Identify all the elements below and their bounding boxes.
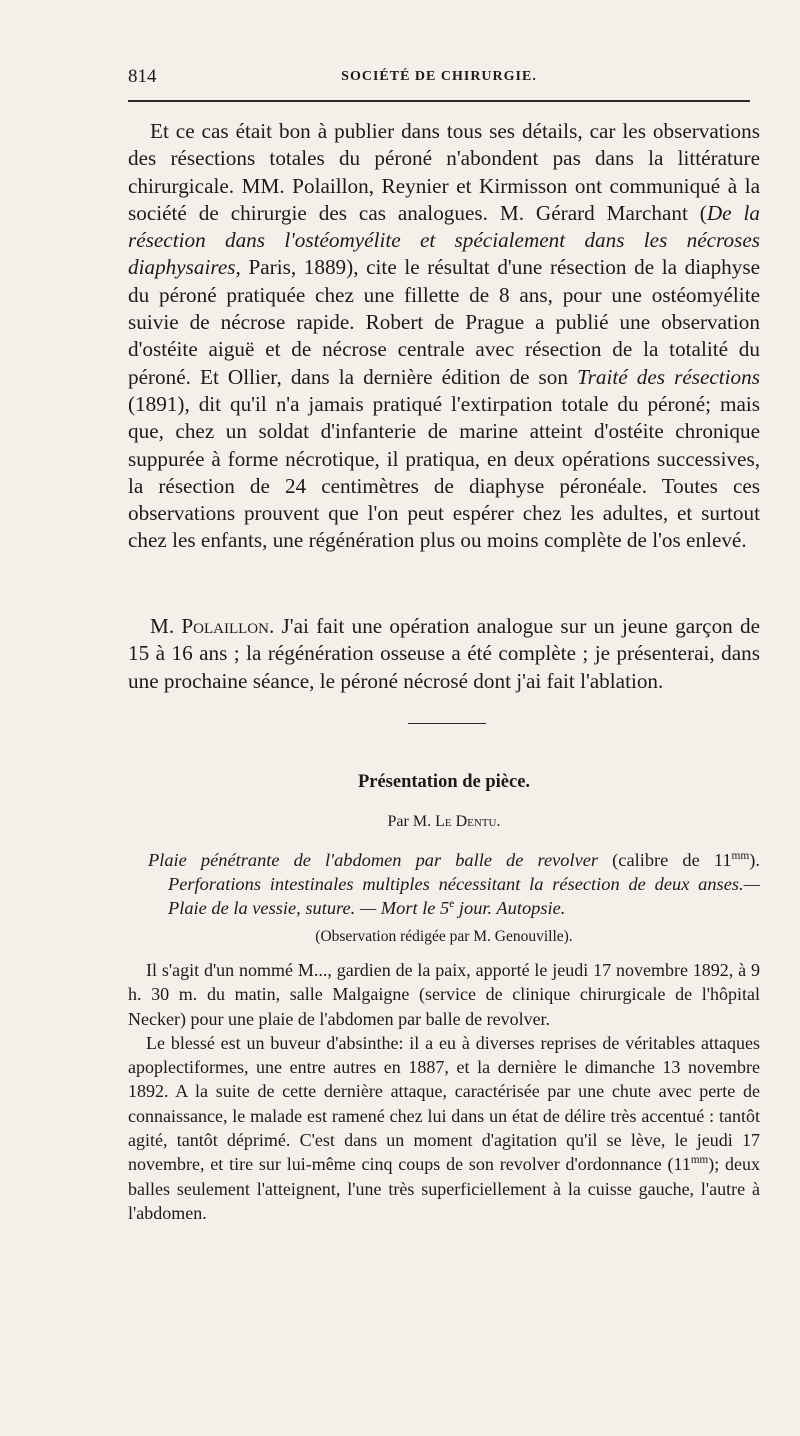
observation-text — [128, 958, 760, 1225]
author-suffix: . — [496, 813, 501, 830]
abstract-caliber-end: ). — [749, 850, 760, 870]
abstract-details: Perforations intestinales multiples nécessitant la résection de deux anses.— Plaie de la vessie, suture. — Mort le 5 — [168, 874, 760, 918]
p1-text-1: Et ce cas était bon à publier dans tous ses détails, car les observations des résections totales du péroné n'abondent pas dans la littérature chirurgicale. MM. Polaillon, Reynier et Kirmisson ont communiqué à la société de chirurgie des cas analogues. M. Gérard Marchant ( — [128, 119, 760, 225]
page-number: 814 — [128, 66, 157, 87]
abstract-caliber: (calibre de 11 — [598, 850, 732, 870]
paragraph-resections — [128, 118, 760, 555]
p1-text-3: (1891), dit qu'il n'a jamais pratiqué l'extirpation totale du péroné; mais que, chez un soldat d'infanterie de marine atteint d'ostéite chronique suppurée à forme nécrotique, il pratiqua, en deux opérations successives, la résection de 24 centimètres de diaphyse péronéale. Toutes ces observations prouvent que l'on peut espérer chez les adultes, et surtout chez les enfants, une régénération plus ou moins complète de l'os enlevé. — [128, 391, 760, 553]
obs-p2-text-1: Le blessé est un buveur d'absinthe: il a eu à diverses reprises de véritables attaques apoplectiformes, une entre autres en 1887, et la dernière le dimanche 13 novembre 1892. A la suite de cette dernière attaque, caractérisée par une chute avec perte de connaissance, le malade est ramené chez lui dans un état de délire très accentué : tantôt agité, tantôt déprimé. C'est dans un moment d'agitation qu'il se lève, le jeudi 17 novembre, et tire sur lui-même cinq coups de son revolver d'ordonnance (11 — [128, 1032, 760, 1175]
case-abstract — [148, 848, 760, 920]
paragraph-polaillon — [128, 613, 760, 695]
section-divider — [408, 723, 486, 724]
p1-text-2: , Paris, 1889), cite le résultat d'une résection de la diaphyse du péroné pratiquée chez une fillette de 8 ans, pour une ostéomyélite suivie de nécrose rapide. Robert de Prague a publié une observation d'ostéite aiguë et de nécrose centrale avec résection de la totalité du péroné. Et Ollier, dans la dernière édition de son — [128, 255, 760, 389]
author-name: Le Dentu — [435, 813, 497, 830]
obs-p2-unit: mm — [690, 1154, 709, 1167]
p2-text: J'ai fait une opération analogue sur un jeune garçon de 15 à 16 ans ; la régénération osseuse a été complète ; je présenterai, dans une prochaine séance, le péroné nécrosé dont j'ai fait l'ablation. — [128, 614, 760, 693]
page-header — [128, 66, 750, 90]
abstract-day-sup: e — [449, 897, 455, 910]
abstract-caliber-unit: mm — [731, 849, 750, 862]
observation-paragraph-1: Il s'agit d'un nommé M..., gardien de la paix, apporté le jeudi 17 novembre 1892, à 9 h. 30 m. du matin, salle Malgaigne (service de clinique chirurgicale de l'hôpital Necker) pour une plaie de l'abdomen par balle de revolver. — [128, 960, 760, 1029]
p1-title-ollier: Traité des résections — [577, 364, 760, 389]
observation-note: (Observation rédigée par M. Genouville). — [315, 928, 573, 945]
obs-p2-text-2: ); deux balles seulement l'atteignent, l'une très superficiellement à la cuisse gauche, l'autre à l'abdomen. — [128, 1154, 760, 1223]
speaker-name: M. Polaillon. — [150, 614, 275, 638]
abstract-title: Plaie pénétrante de l'abdomen par balle de revolver — [148, 850, 599, 870]
abstract-details-end: jour. Autopsie. — [454, 898, 566, 918]
author-line — [128, 813, 760, 831]
author-prefix: Par M. — [387, 813, 436, 830]
p1-title-marchant: De la résection dans l'ostéomyélite et spécialement dans les nécroses diaphysaires — [128, 200, 760, 280]
section-title: Présentation de pièce. — [357, 772, 531, 792]
observation-paragraph-2 — [128, 1031, 760, 1225]
running-title: SOCIÉTÉ DE CHIRURGIE. — [341, 69, 537, 84]
header-rule — [128, 100, 750, 102]
